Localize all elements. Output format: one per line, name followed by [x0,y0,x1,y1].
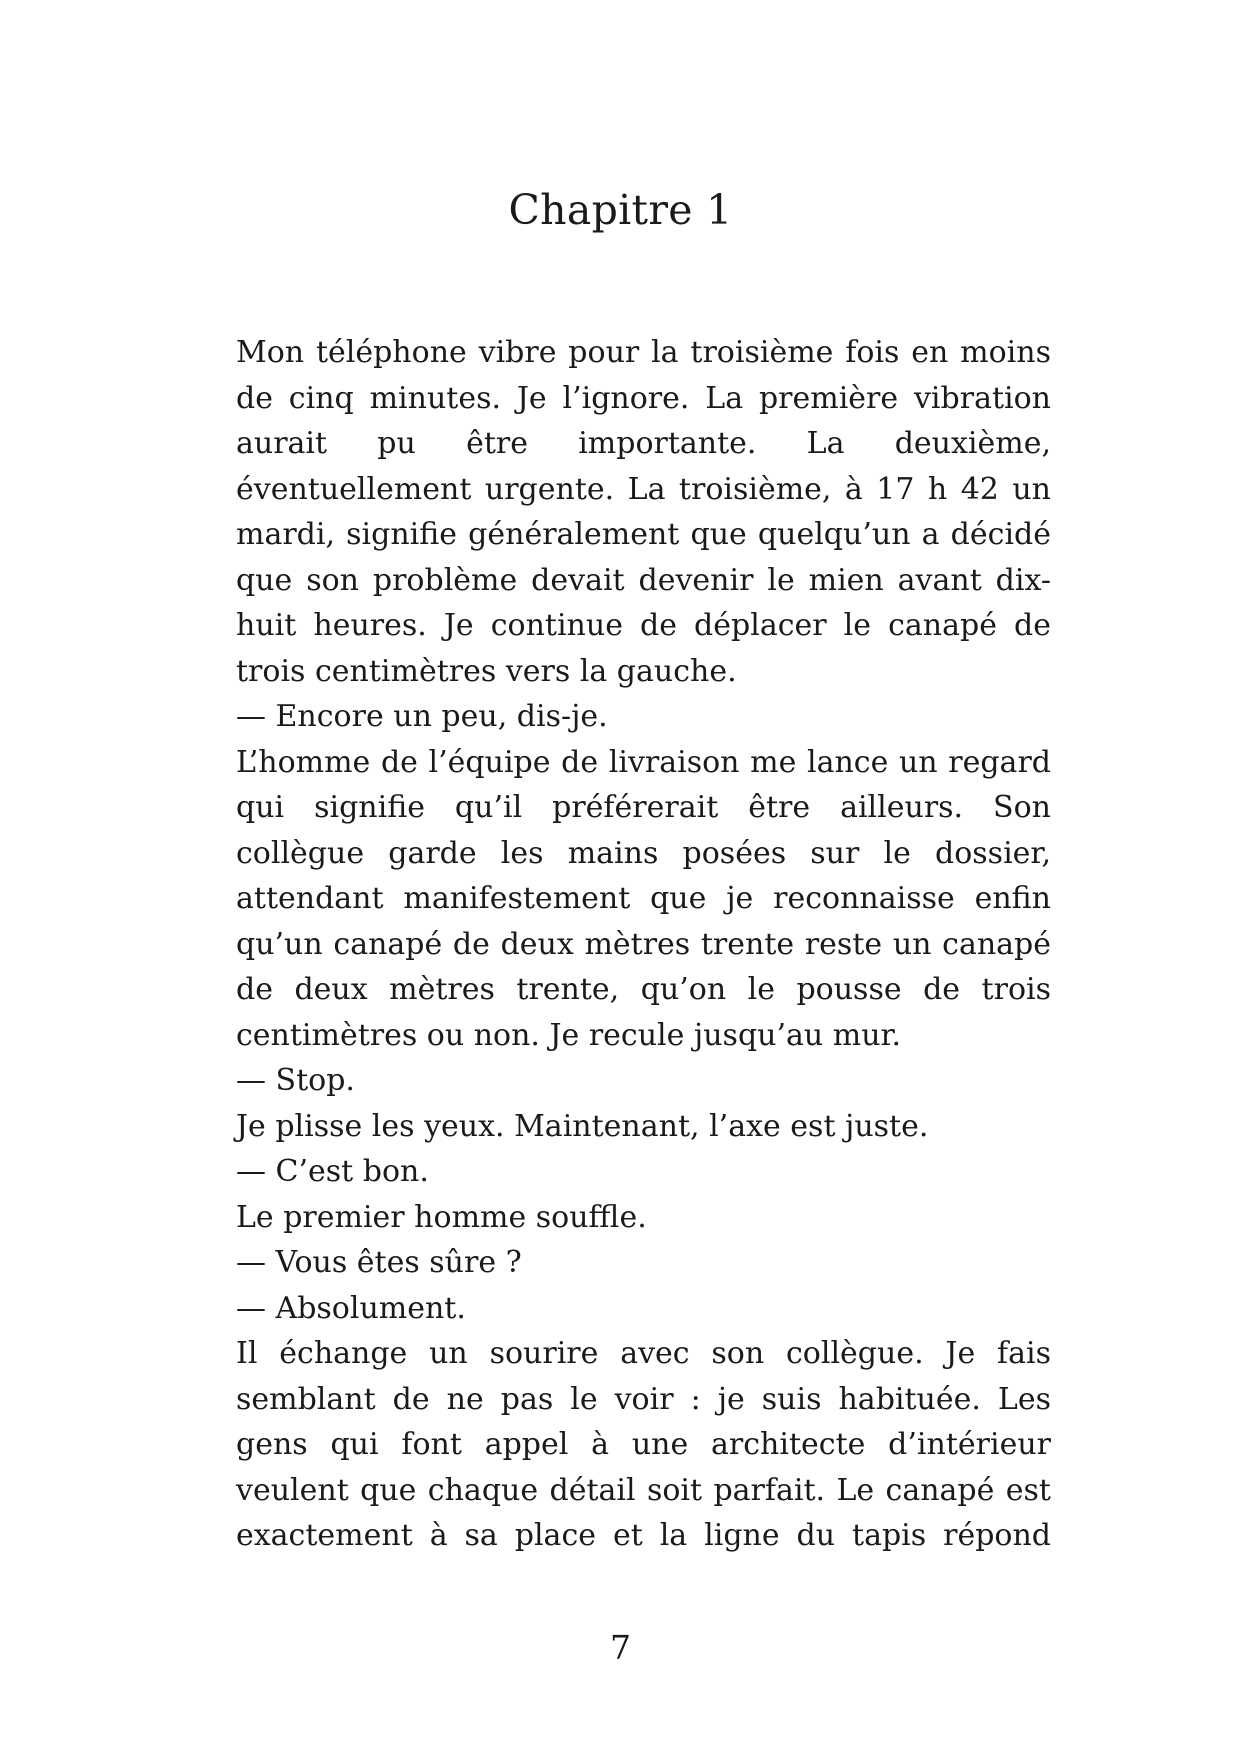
paragraph: Il échange un sourire avec son collègue. Je fais semblant de ne pas le voir : je suis habituée. Les gens qui font appel à une architecte d’intérieur veulent que chaque détail soit parfait. Le canapé est exactement à sa place et la ligne du tapis répond [236,1336,1051,1553]
paragraph: Je plisse les yeux. Maintenant, l’axe est juste. [236,1108,929,1144]
body-text [236,330,1051,1559]
page-number: 7 [610,1628,631,1667]
paragraph: Mon téléphone vibre pour la troisième fois en moins de cinq minutes. Je l’ignore. La première vibration aurait pu être importante. La deuxième, éventuellement urgente. La troisième, à 17 h 42 un mardi, signifie généralement que quelqu’un a décidé que son problème devait devenir le mien avant dix-huit heures. Je continue de déplacer le canapé de trois centimètres vers la gauche. [236,335,1051,689]
dialogue-line: — Stop. [236,1063,355,1098]
paragraph: L’homme de l’équipe de livraison me lance un regard qui signifie qu’il préférerait être ailleurs. Son collègue garde les mains posées sur le dossier, attendant manifestement que je reconnaisse enfin qu’un canapé de deux mètres trente reste un canapé de deux mètres trente, qu’on le pousse de trois centimètres ou non. Je recule jusqu’au mur. [236,744,1051,1053]
dialogue-line: — Encore un peu, dis-je. [236,699,608,734]
dialogue-line: — C’est bon. [236,1154,429,1189]
paragraph: Le premier homme souffle. [236,1199,647,1235]
dialogue-line: — Absolument. [236,1290,466,1326]
chapter-title: Chapitre 1 [508,186,733,234]
dialogue-line: — Vous êtes sûre ? [236,1245,522,1280]
